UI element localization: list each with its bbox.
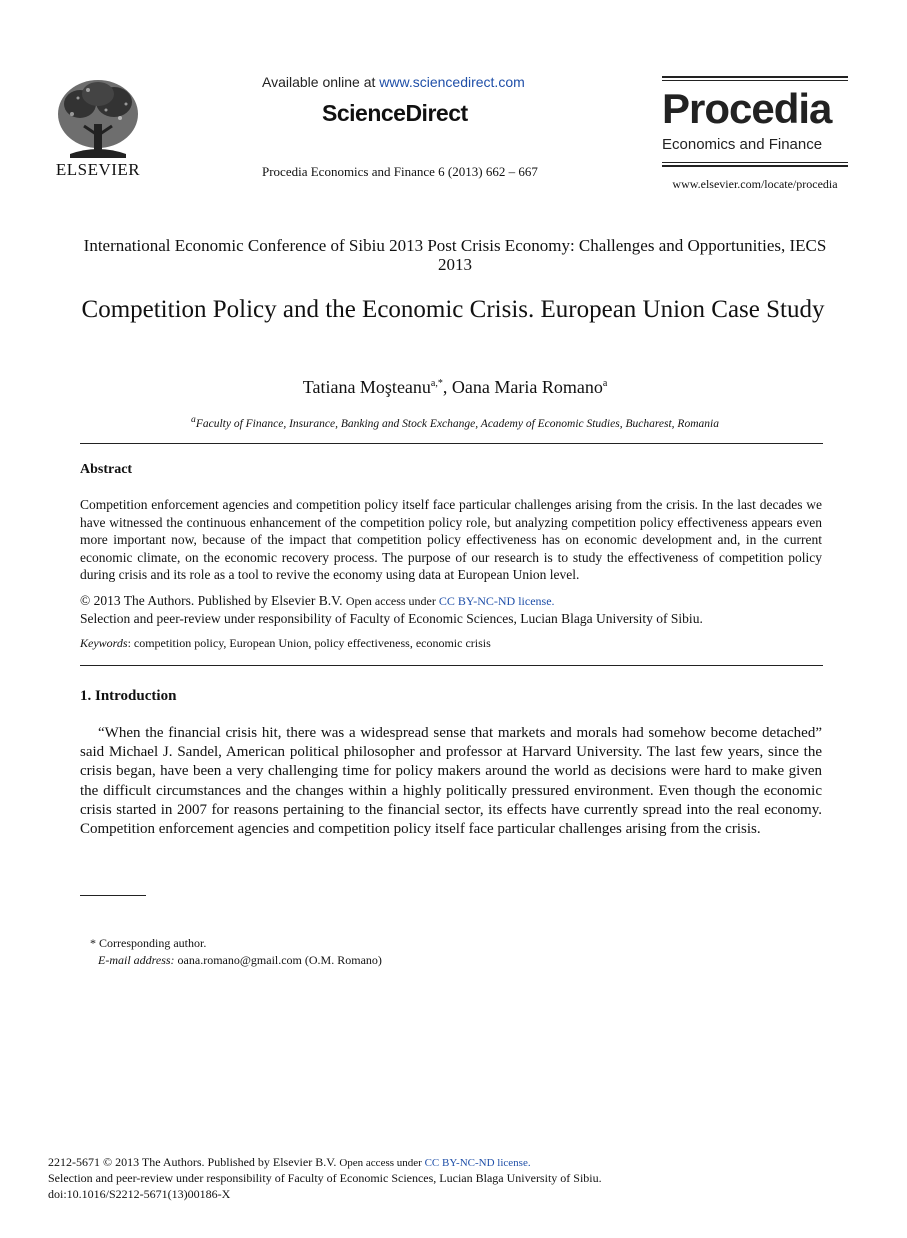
procedia-rule-bottom-thick	[662, 165, 848, 167]
intro-heading: 1. Introduction	[80, 688, 177, 704]
email-label: E-mail address:	[98, 953, 175, 967]
abstract-copyright	[80, 592, 822, 627]
author-2: Oana Maria Romano	[451, 377, 603, 397]
open-access-text: Open access under	[345, 594, 439, 608]
available-online	[262, 74, 525, 90]
publisher-name: ELSEVIER	[55, 160, 141, 179]
available-prefix: Available online at	[262, 74, 380, 90]
footer-issn	[48, 1154, 848, 1171]
sciencedirect-link[interactable]: www.sciencedirect.com	[379, 74, 525, 90]
footer-doi[interactable]: doi:10.1016/S2212-5671(13)00186-X	[48, 1187, 231, 1201]
email-line	[98, 953, 382, 968]
footer-license-link[interactable]: CC BY-NC-ND license.	[424, 1157, 531, 1169]
abstract-text: Competition enforcement agencies and competition policy itself face particular challenges arising from the crisis. In the last decades we have witnessed the continuous enhancement of the competition policy role, but analyzing competition policy effectiveness appears even more important now, because of the impact that competition policy effectiveness has on economic development and, in the current economic climate, on the economic recovery process. The purpose of our research is to study the effectiveness of competition policy during crisis and its role as a tool to revive the economy using data at European Union level.	[80, 497, 822, 582]
corresponding-author: * Corresponding author.	[90, 936, 207, 950]
keywords-label: Keywords	[80, 636, 128, 650]
procedia-rule-top-thin	[662, 80, 848, 81]
affiliation-sup: a	[191, 414, 196, 425]
footer-issn-text: 2212-5671 © 2013 The Authors. Published by Elsevier B.V.	[48, 1155, 340, 1169]
email-address[interactable]: oana.romano@gmail.com (O.M. Romano)	[174, 953, 382, 967]
procedia-url[interactable]: www.elsevier.com/locate/procedia	[672, 177, 838, 191]
author-1: Tatiana Moşteanu	[302, 377, 431, 397]
license-link[interactable]: CC BY-NC-ND license.	[438, 594, 555, 608]
affiliation-text: Faculty of Finance, Insurance, Banking and Stock Exchange, Academy of Economic Studies, Bucharest, Romania	[195, 417, 719, 430]
paper-title: Competition Policy and the Economic Crisis. European Union Case Study	[81, 296, 825, 323]
procedia-logo: Procedia	[662, 85, 832, 132]
keywords	[80, 636, 491, 651]
procedia-rule-bottom	[662, 162, 848, 163]
authors	[80, 377, 830, 398]
abstract-heading: Abstract	[80, 462, 133, 477]
author-1-sup: a,*	[430, 378, 443, 389]
author-separator: ,	[442, 377, 452, 397]
author-2-sup: a	[602, 378, 608, 389]
procedia-subtitle: Economics and Finance	[662, 136, 823, 153]
footer-review: Selection and peer-review under responsibility of Faculty of Economic Sciences, Lucian Blaga University of Sibiu.	[48, 1171, 602, 1185]
footer-open-access: Open access under	[339, 1157, 425, 1169]
divider-bottom	[80, 665, 823, 666]
footnote-rule	[80, 895, 146, 896]
conference-name: International Economic Conference of Sibiu 2013 Post Crisis Economy: Challenges and Opportunities, IECS 2013	[83, 236, 827, 274]
peer-review-text: Selection and peer-review under responsibility of Faculty of Economic Sciences, Lucian Blaga University of Sibiu.	[80, 611, 703, 626]
sciencedirect-logo: ScienceDirect	[322, 100, 468, 126]
procedia-rule-top	[662, 76, 848, 78]
journal-reference: Procedia Economics and Finance 6 (2013) 662 – 667	[262, 164, 538, 179]
keywords-list: : competition policy, European Union, policy effectiveness, economic crisis	[127, 636, 491, 650]
intro-text: “When the financial crisis hit, there was a widespread sense that markets and morals had somehow become detached” said Michael J. Sandel, American political philosopher and professor at Harvard University. The last few years, since the crisis began, have been a very challenging time for policy makers around the world as decisions were hard to make given the difficult circumstances and the changes within a highly politically pressured environment. Even though the economic crisis started in 2007 for reasons pertaining to the financial sector, its effects have currently spread into the real economy. Competition enforcement agencies and competition policy itself face particular challenges arising from the crisis.	[80, 725, 822, 838]
affiliation	[80, 414, 830, 430]
copyright-text: © 2013 The Authors. Published by Elsevier B.V.	[80, 593, 346, 608]
divider-top	[80, 443, 823, 444]
